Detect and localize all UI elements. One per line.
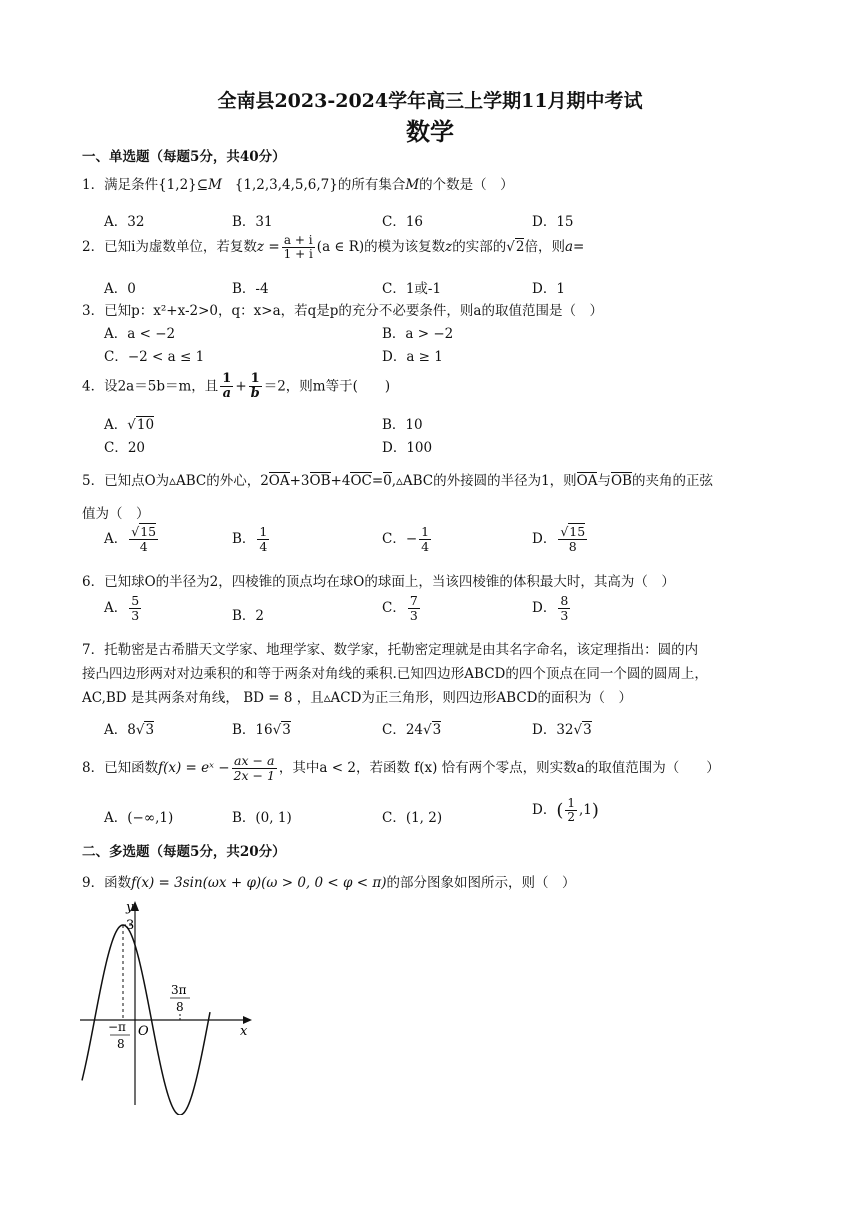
q8-option-a: A．(−∞,1) <box>104 810 174 826</box>
q1-option-a: A．32 <box>104 214 145 230</box>
question-5-line2: 值为（ ） <box>82 506 150 522</box>
exam-title: 全南县2023-2024学年高三上学期11月期中考试 <box>217 90 643 112</box>
question-8: 8．已知函数f(x) = eˣ − $\frac{ax - a}{2x - 1}$ ，其中a < 2，若函数 f(x) 恰有两个零点，则实数a的取值范围为（ ） <box>82 753 720 783</box>
q5-option-c: C．− $\frac{1}{4}$ <box>382 524 430 554</box>
question-6: 6．已知球O的半径为2，四棱锥的顶点均在球O的球面上，当该四棱锥的体积最大时，其高为（ ） <box>82 574 675 590</box>
q4-option-b: B．10 <box>382 417 423 433</box>
q3-option-c: C．−2 < a ≤ 1 <box>104 349 205 365</box>
question-7: 7．托勒密是古希腊天文学家、地理学家、数学家，托勒密定理就是由其名字命名，该定理指出：圆的内 <box>82 642 699 658</box>
y-axis-label: y <box>126 900 134 915</box>
question-2: 2．已知i为虚数单位，若复数z = $\frac{a + i}{1 + i}$ (a ∈ R)的模为该复数z的实部的√2倍，则a= <box>82 233 585 262</box>
q8-option-b: B．(0, 1) <box>232 810 292 826</box>
pos-x-label-denominator: 8 <box>176 1000 184 1014</box>
question-5: 5．已知点O为▵ABC的外心，2OA+3OB+4OC=0,▵ABC的外接圆的半径为1，则OA与OB的夹角的正弦 <box>82 473 713 489</box>
q6-option-c: C． $\frac{7}{3}$ <box>382 593 418 623</box>
question-7-line2: 接凸四边形两对对边乘积的和等于两条对角线的乘积.已知四边形ABCD的四个顶点在同一个圆的圆周上， <box>82 666 708 682</box>
neg-x-label-denominator: 8 <box>117 1037 125 1051</box>
q7-option-b: B．16√3 <box>232 722 291 738</box>
section-single-choice: 一、单选题（每题5分，共40分） <box>82 149 286 165</box>
q2-option-a: A．0 <box>104 281 136 297</box>
x-axis-arrow-icon <box>243 1016 252 1024</box>
section-multiple-choice: 二、多选题（每题5分，共20分） <box>82 844 286 860</box>
q8-option-c: C．(1, 2) <box>382 810 443 826</box>
question-7-line3: AC,BD 是其两条对角线， BD = 8 ，且▵ACD为正三角形，则四边形ABCD的面积为（ ） <box>82 690 632 706</box>
pos-x-label-numerator: 3π <box>171 983 187 997</box>
q3-option-b: B．a > −2 <box>382 326 454 342</box>
q7-option-a: A．8√3 <box>104 722 155 738</box>
q6-option-b: B．2 <box>232 608 265 624</box>
question-9: 9．函数f(x) = 3sin(ωx + φ)(ω > 0, 0 < φ < π)的部分图象如图所示，则（ ） <box>82 875 576 891</box>
q2-option-b: B．-4 <box>232 281 269 297</box>
q1-option-b: B．31 <box>232 214 273 230</box>
q3-option-d: D．a ≥ 1 <box>382 349 443 365</box>
q6-option-d: D． $\frac{8}{3}$ <box>532 593 569 623</box>
q7-option-d: D．32√3 <box>532 722 592 738</box>
q5-option-b: B． $\frac{1}{4}$ <box>232 524 268 554</box>
subject-title: 数学 <box>406 117 454 146</box>
question-3: 3．已知p：x²+x-2>0，q：x>a，若q是p的充分不必要条件，则a的取值范围是（ ） <box>82 303 603 319</box>
q7-option-c: C．24√3 <box>382 722 442 738</box>
question-1: 1．满足条件{1,2}⊆M {1,2,3,4,5,6,7}的所有集合M的个数是（ ） <box>82 177 514 193</box>
q8-option-d: D．( $\frac{1}{2}$ ,1) <box>532 796 599 825</box>
q3-option-a: A．a < −2 <box>104 326 176 342</box>
q2-option-c: C．1或-1 <box>382 281 442 297</box>
x-axis-label: x <box>240 1024 248 1039</box>
q1-option-d: D．15 <box>532 214 574 230</box>
q2-option-d: D．1 <box>532 281 565 297</box>
max-value-label: 3 <box>126 918 135 933</box>
sine-graph <box>70 895 270 1115</box>
q4-option-d: D．100 <box>382 440 433 456</box>
origin-label: O <box>138 1024 149 1039</box>
neg-x-label-numerator: −π <box>108 1020 126 1034</box>
question-4: 4．设2a＝5b＝m，且 $\frac{1}{a}$ + $\frac{1}{b}$ ＝2，则m等于( ) <box>82 371 391 402</box>
q4-option-c: C．20 <box>104 440 146 456</box>
q6-option-a: A． $\frac{5}{3}$ <box>104 593 140 623</box>
q4-option-a: A．√10 <box>104 417 155 433</box>
q5-option-d: D． $\frac{√15}{8}$ <box>532 524 586 554</box>
q5-option-a: A． $\frac{√15}{4}$ <box>104 524 157 554</box>
q1-option-c: C．16 <box>382 214 424 230</box>
